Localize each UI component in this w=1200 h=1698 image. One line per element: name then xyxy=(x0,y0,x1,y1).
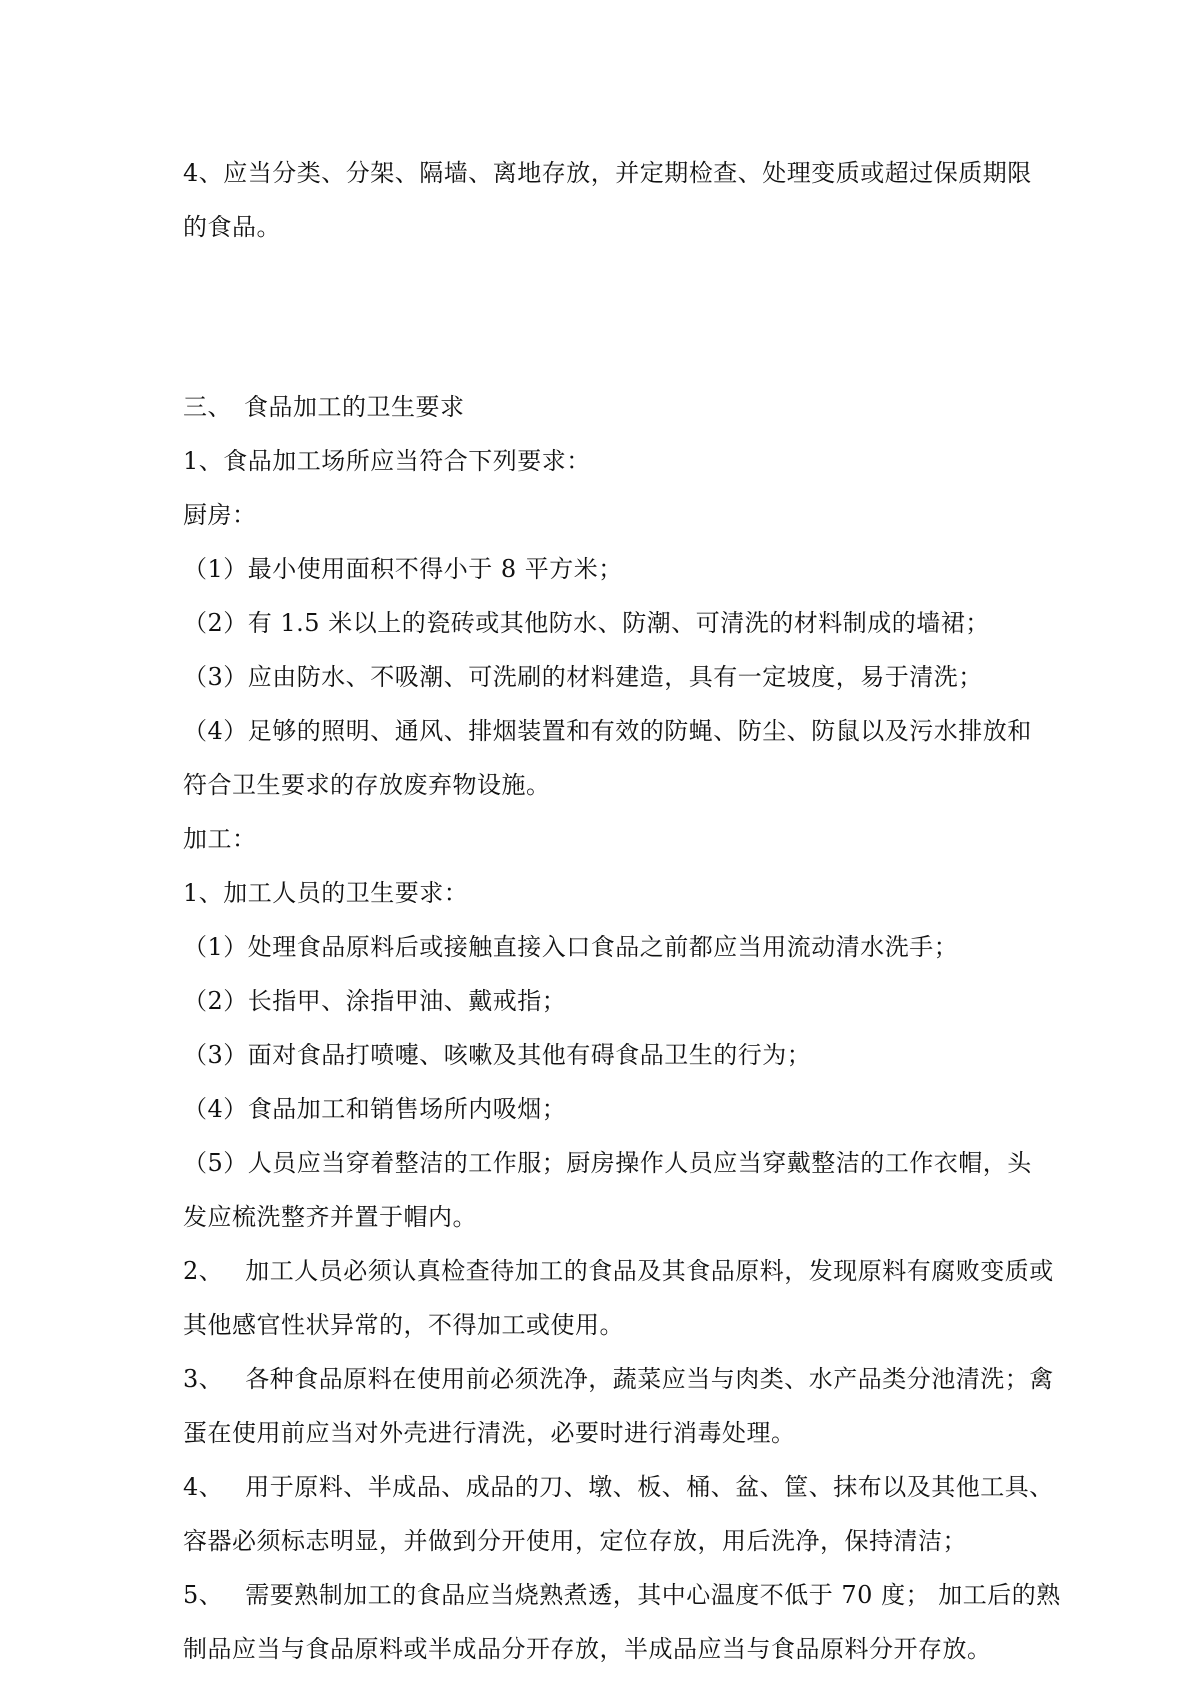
kitchen-item: （2）有 1.5 米以上的瓷砖或其他防水、防潮、可清洗的材料制成的墙裙； xyxy=(183,609,990,637)
rule-line xyxy=(183,1244,1054,1298)
rule-continuation: 蛋在使用前应当对外壳进行清洗，必要时进行消毒处理。 xyxy=(183,1419,796,1447)
rule-number: 4、 xyxy=(183,1473,224,1501)
staff-item: （3）面对食品打喷嚏、咳嗽及其他有碍食品卫生的行为； xyxy=(183,1041,812,1069)
staff-item: （1）处理食品原料后或接触直接入口食品之前都应当用流动清水洗手； xyxy=(183,933,959,961)
text-line: 4、应当分类、分架、隔墙、离地存放，并定期检查、处理变质或超过保质期限 xyxy=(183,159,1032,187)
section-number: 三、 xyxy=(183,393,232,421)
kitchen-item: （4）足够的照明、通风、排烟装置和有效的防蝇、防尘、防鼠以及污水排放和 xyxy=(183,717,1032,745)
main-section xyxy=(183,380,1061,1676)
kitchen-label: 厨房： xyxy=(183,501,257,529)
rule-continuation: 制品应当与食品原料或半成品分开存放，半成品应当与食品原料分开存放。 xyxy=(183,1635,992,1663)
staff-heading: 1、加工人员的卫生要求： xyxy=(183,879,469,907)
site-heading: 1、食品加工场所应当符合下列要求： xyxy=(183,447,591,475)
storage-requirement-item xyxy=(183,146,1032,254)
rule-continuation: 其他感官性状异常的，不得加工或使用。 xyxy=(183,1311,624,1339)
rule-line xyxy=(183,1352,1054,1406)
processing-label: 加工： xyxy=(183,825,257,853)
rule-number: 3、 xyxy=(183,1365,224,1393)
rule-text: 加工人员必须认真检查待加工的食品及其食品原料，发现原料有腐败变质或 xyxy=(245,1257,1054,1285)
staff-item: （5）人员应当穿着整洁的工作服；厨房操作人员应当穿戴整洁的工作衣帽，头 xyxy=(183,1149,1032,1177)
staff-item: （2）长指甲、涂指甲油、戴戒指； xyxy=(183,987,567,1015)
text-line: 的食品。 xyxy=(183,213,281,241)
rule-continuation: 容器必须标志明显，并做到分开使用，定位存放，用后洗净，保持清洁； xyxy=(183,1527,967,1555)
kitchen-item-continuation: 符合卫生要求的存放废弃物设施。 xyxy=(183,771,551,799)
rule-text: 需要熟制加工的食品应当烧熟煮透，其中心温度不低于 70 度； 加工后的熟 xyxy=(245,1581,1061,1609)
rule-line xyxy=(183,1568,1061,1622)
rule-number: 5、 xyxy=(183,1581,224,1609)
rule-text: 各种食品原料在使用前必须洗净，蔬菜应当与肉类、水产品类分池清洗；禽 xyxy=(245,1365,1054,1393)
rule-line xyxy=(183,1460,1054,1514)
section-heading xyxy=(183,380,1023,434)
staff-item-continuation: 发应梳洗整齐并置于帽内。 xyxy=(183,1203,477,1231)
rule-text: 用于原料、半成品、成品的刀、墩、板、桶、盆、筐、抹布以及其他工具、 xyxy=(245,1473,1054,1501)
rule-number: 2、 xyxy=(183,1257,224,1285)
kitchen-item: （3）应由防水、不吸潮、可洗刷的材料建造，具有一定坡度，易于清洗； xyxy=(183,663,983,691)
section-title: 食品加工的卫生要求 xyxy=(244,393,465,421)
staff-item: （4）食品加工和销售场所内吸烟； xyxy=(183,1095,567,1123)
kitchen-item: （1）最小使用面积不得小于 8 平方米； xyxy=(183,555,623,583)
